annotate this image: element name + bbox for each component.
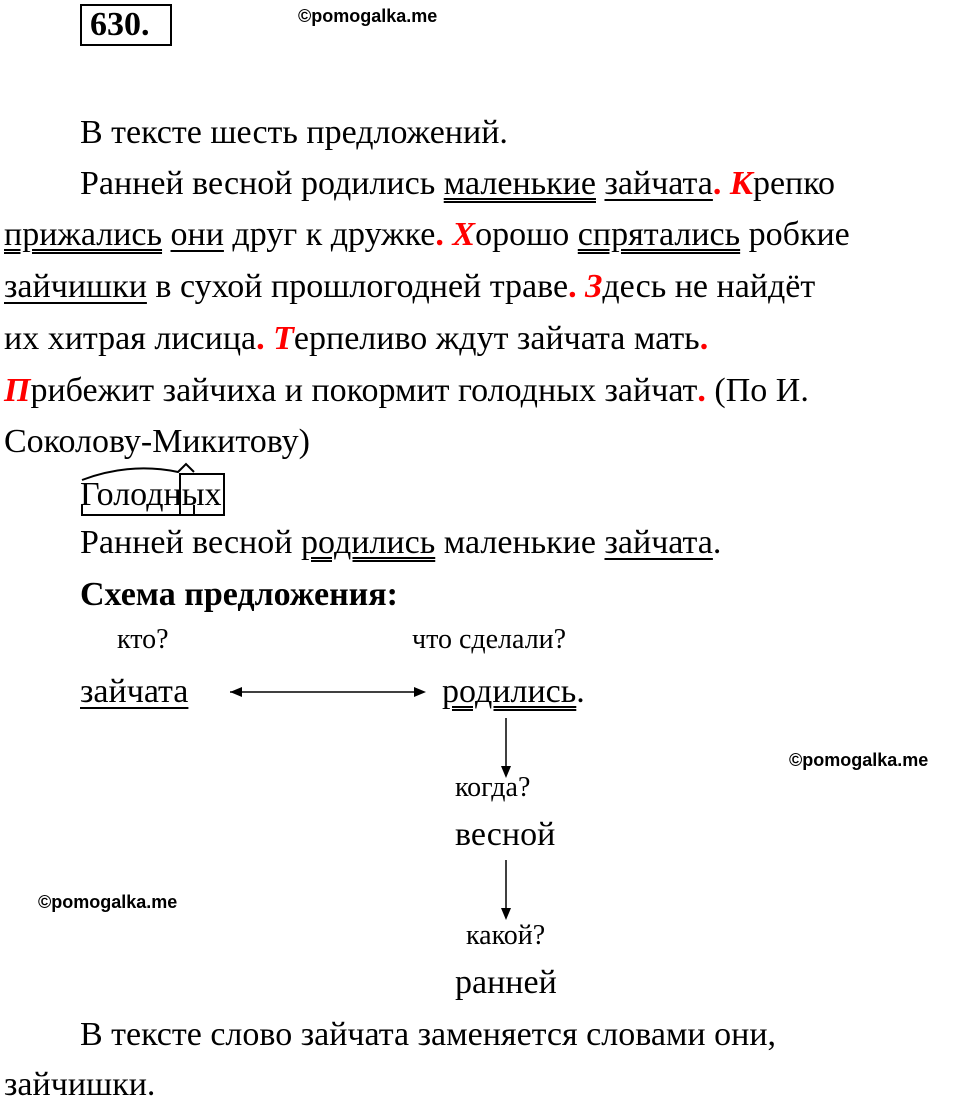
conclusion-line-1: В тексте слово зайчата заменяется словами они,: [80, 1016, 777, 1053]
underlined-word: маленькие: [443, 165, 596, 202]
question-predicate: что сделали?: [412, 624, 567, 655]
predicate-word: родились: [300, 524, 436, 561]
sentence-line: Ранней весной родились маленькие зайчата.: [80, 524, 722, 561]
text-line-2: прижались они друг к дружке. Хорошо спрятались робкие: [4, 216, 850, 253]
question-when: когда?: [455, 772, 531, 803]
scheme-title: Схема предложения:: [80, 576, 398, 613]
double-arrow: [222, 682, 442, 702]
morpheme-root: Голодн: [80, 476, 182, 513]
text-line-1: Ранней весной родились маленькие зайчата. Крепко: [80, 165, 836, 202]
underlined-word: они: [170, 216, 224, 253]
text-line-6: Соколову-Микитову): [4, 423, 310, 460]
watermark-top: ©pomogalka.me: [298, 6, 438, 26]
text-line-4: их хитрая лисица. Терпеливо ждут зайчата мать.: [4, 320, 709, 357]
text-line-5: Прибежит зайчиха и покормит голодных зайчат. (По И.: [4, 372, 809, 409]
underlined-word: прижались: [4, 216, 163, 253]
watermark-middle: ©pomogalka.me: [789, 750, 929, 770]
morpheme-ending: ых: [181, 476, 222, 513]
watermark-bottom: ©pomogalka.me: [38, 892, 178, 912]
root-arc: [78, 458, 278, 488]
underlined-word: спрятались: [577, 216, 741, 253]
underlined-word: зайчата: [604, 165, 713, 202]
scheme-which: ранней: [455, 964, 557, 1001]
conclusion-line-2: зайчишки.: [4, 1066, 156, 1103]
base-bracket: [78, 503, 318, 523]
scheme-subject: зайчата: [80, 673, 189, 710]
question-which: какой?: [466, 920, 546, 951]
text-line-3: зайчишки в сухой прошлогодней траве. Здесь не найдёт: [4, 268, 816, 305]
scheme-when: весной: [455, 816, 556, 853]
intro-line: В тексте шесть предложений.: [80, 114, 508, 151]
subject-word: зайчата: [604, 524, 713, 561]
exercise-number: 630.: [90, 6, 150, 43]
scheme-predicate: родились.: [442, 673, 585, 710]
question-subject: кто?: [117, 624, 169, 655]
underlined-word: зайчишки: [4, 268, 147, 305]
